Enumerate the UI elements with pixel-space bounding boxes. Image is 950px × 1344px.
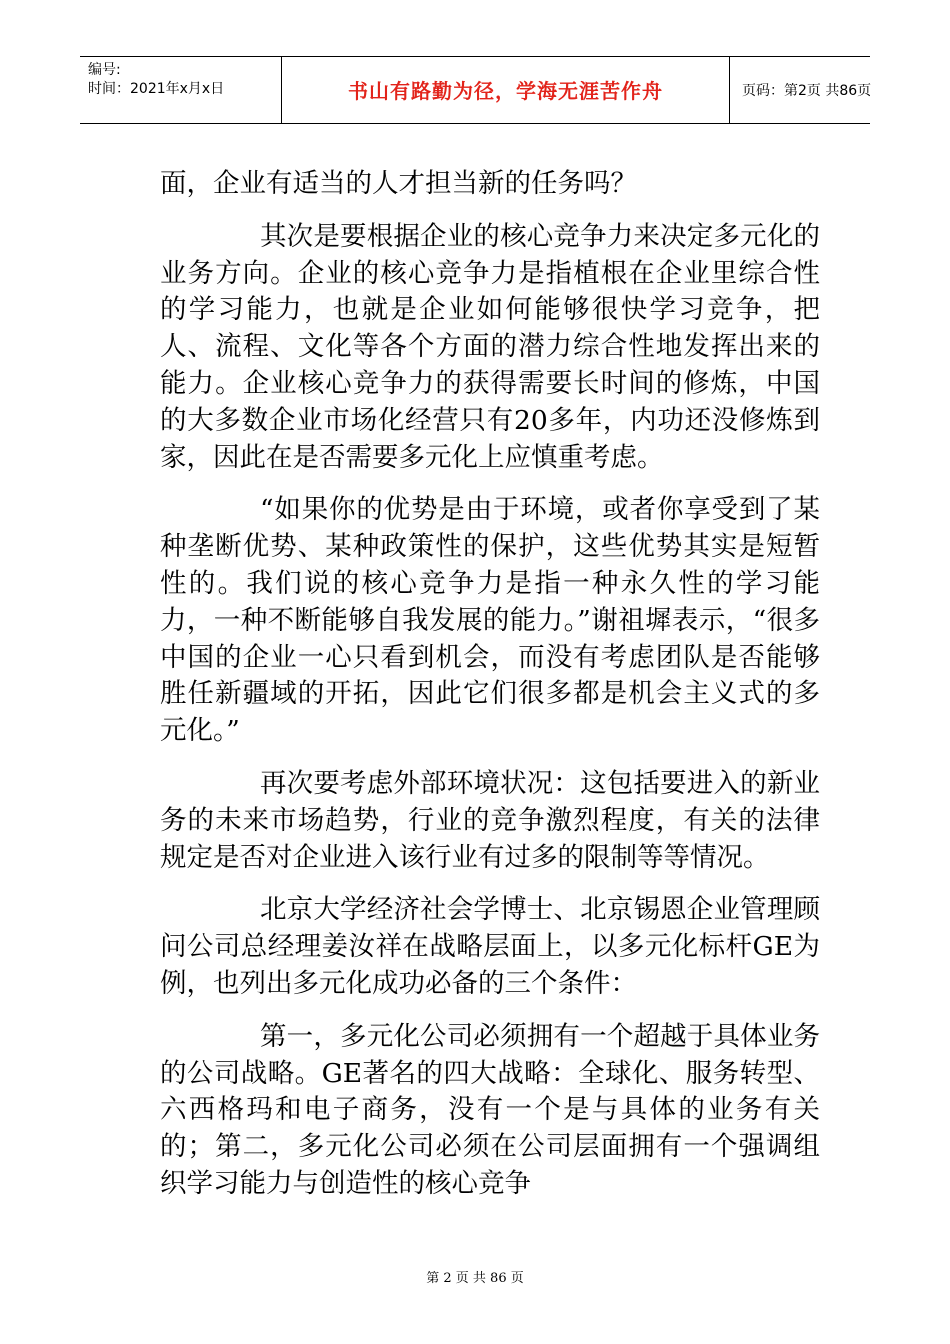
serial-label: 编号: — [88, 62, 121, 78]
paragraph: “如果你的优势是由于环境，或者你享受到了某种垄断优势、某种政策性的保护，这些优势其实是短暂性的。我们说的核心竞争力是指一种永久性的学习能力，一种不断能够自我发展的能力。”谢祖墀表示，“很多中国的企业一心只看到机会，而没有考虑团队是否能够胜任新疆域的开拓，因此它们很多都是机会主义式的多元化。” — [160, 494, 820, 747]
header-page-info: 页码：第2页 共86页 — [742, 83, 872, 99]
header-meta-cell — [80, 57, 281, 123]
time-label: 时间：2021年x月x日 — [88, 81, 225, 97]
paragraph: 北京大学经济社会学博士、北京锡恩企业管理顾问公司总经理姜汝祥在战略层面上，以多元化标杆GE为例，也列出多元化成功必备的三个条件： — [160, 894, 820, 999]
header-motto: 书山有路勤为径，学海无涯苦作舟 — [348, 79, 663, 103]
page-footer: 第 2 页 共 86 页 — [426, 1271, 524, 1286]
header-motto-cell — [281, 57, 730, 123]
header-page-cell — [730, 57, 870, 123]
paragraph: 面，企业有适当的人才担当新的任务吗？ — [160, 168, 637, 199]
page-header — [80, 56, 870, 124]
paragraph: 第一，多元化公司必须拥有一个超越于具体业务的公司战略。GE著名的四大战略：全球化、服务转型、六西格玛和电子商务，没有一个是与具体的业务有关的；第二，多元化公司必须在公司层面拥有一个强调组织学习能力与创造性的核心竞争 — [160, 1020, 820, 1199]
paragraph: 再次要考虑外部环境状况：这包括要进入的新业务的未来市场趋势，行业的竞争激烈程度，有关的法律规定是否对企业进入该行业有过多的限制等等情况。 — [160, 767, 820, 873]
document-body — [160, 166, 820, 1219]
paragraph: 其次是要根据企业的核心竞争力来决定多元化的业务方向。企业的核心竞争力是指植根在企业里综合性的学习能力，也就是企业如何能够很快学习竞争，把人、流程、文化等各个方面的潜力综合性地发挥出来的能力。企业核心竞争力的获得需要长时间的修炼，中国的大多数企业市场化经营只有20多年，内功还没修炼到家，因此在是否需要多元化上应慎重考虑。 — [160, 220, 820, 473]
